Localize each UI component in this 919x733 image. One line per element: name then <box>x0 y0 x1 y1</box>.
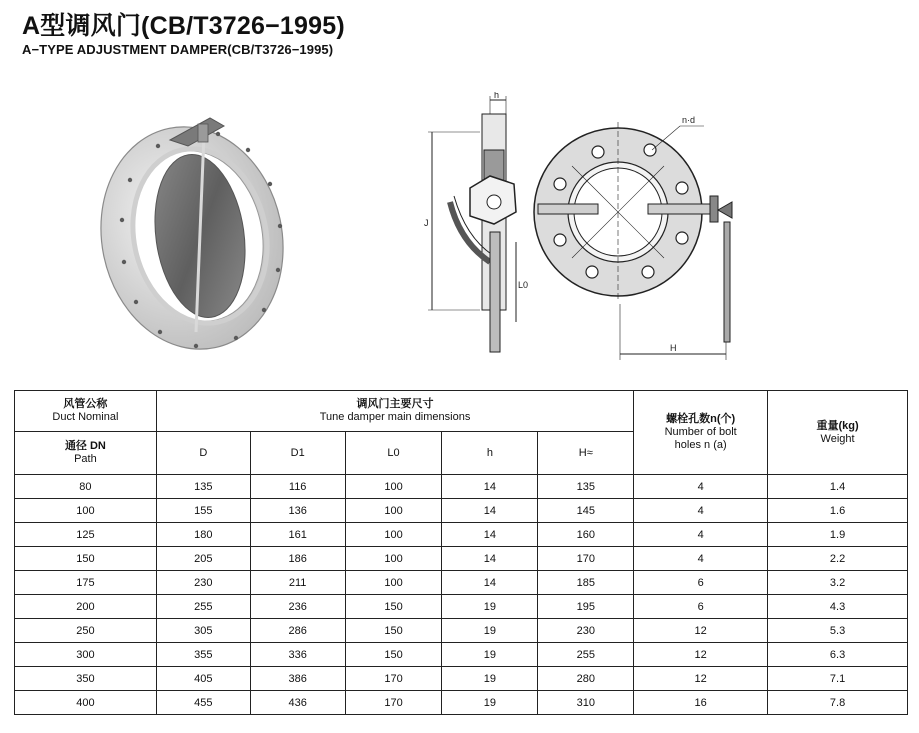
cell-h: 14 <box>442 523 538 547</box>
cell-H: 145 <box>538 499 634 523</box>
table-row <box>15 523 908 547</box>
cell-l0: 170 <box>345 691 442 715</box>
dimensions-table <box>14 390 908 715</box>
cell-bolt-holes: 4 <box>634 475 768 499</box>
cell-d1: 236 <box>250 595 345 619</box>
header-d: D <box>156 432 250 475</box>
cell-weight: 7.8 <box>768 691 908 715</box>
cell-l0: 150 <box>345 595 442 619</box>
cell-d: 155 <box>156 499 250 523</box>
cell-l0: 170 <box>345 667 442 691</box>
cell-weight: 4.3 <box>768 595 908 619</box>
cell-d1: 186 <box>250 547 345 571</box>
header-l0: L0 <box>345 432 442 475</box>
cell-d1: 116 <box>250 475 345 499</box>
cell-H: 135 <box>538 475 634 499</box>
cell-H: 255 <box>538 643 634 667</box>
cell-d: 455 <box>156 691 250 715</box>
cell-d1: 211 <box>250 571 345 595</box>
technical-drawing <box>420 92 760 367</box>
cell-bolt-holes: 4 <box>634 547 768 571</box>
cell-dn: 175 <box>15 571 157 595</box>
table-row <box>15 571 908 595</box>
header-duct-nominal: 风管公称 Duct Nominal <box>15 391 157 432</box>
cell-dn: 250 <box>15 619 157 643</box>
cell-l0: 100 <box>345 475 442 499</box>
cell-dn: 100 <box>15 499 157 523</box>
table-row <box>15 667 908 691</box>
cell-dn: 350 <box>15 667 157 691</box>
header-d1: D1 <box>250 432 345 475</box>
cell-bolt-holes: 12 <box>634 619 768 643</box>
cell-h: 19 <box>442 643 538 667</box>
cell-H: 310 <box>538 691 634 715</box>
cell-h: 19 <box>442 691 538 715</box>
cell-l0: 150 <box>345 619 442 643</box>
cell-weight: 1.6 <box>768 499 908 523</box>
table-row <box>15 619 908 643</box>
header-main-dimensions: 调风门主要尺寸 Tune damper main dimensions <box>156 391 633 432</box>
header-path-dn: 通径 DN Path <box>15 432 157 475</box>
cell-d: 230 <box>156 571 250 595</box>
cell-d1: 386 <box>250 667 345 691</box>
cell-d1: 286 <box>250 619 345 643</box>
header-H: H≈ <box>538 432 634 475</box>
cell-h: 14 <box>442 475 538 499</box>
label-l0: L0 <box>518 280 529 290</box>
label-H: H <box>670 343 677 353</box>
cell-d: 405 <box>156 667 250 691</box>
cell-h: 14 <box>442 499 538 523</box>
header-h: h <box>442 432 538 475</box>
cell-H: 230 <box>538 619 634 643</box>
cell-weight: 3.2 <box>768 571 908 595</box>
cell-bolt-holes: 6 <box>634 595 768 619</box>
cell-bolt-holes: 6 <box>634 571 768 595</box>
cell-l0: 100 <box>345 523 442 547</box>
label-j: J <box>424 218 429 228</box>
cell-dn: 200 <box>15 595 157 619</box>
cell-l0: 100 <box>345 499 442 523</box>
label-h: h <box>494 92 500 100</box>
cell-weight: 6.3 <box>768 643 908 667</box>
cell-d: 180 <box>156 523 250 547</box>
cell-h: 14 <box>442 547 538 571</box>
cell-d1: 436 <box>250 691 345 715</box>
cell-H: 280 <box>538 667 634 691</box>
cell-weight: 1.9 <box>768 523 908 547</box>
cell-bolt-holes: 12 <box>634 667 768 691</box>
cell-d1: 161 <box>250 523 345 547</box>
cell-weight: 1.4 <box>768 475 908 499</box>
cell-H: 185 <box>538 571 634 595</box>
cell-d1: 136 <box>250 499 345 523</box>
table-row <box>15 547 908 571</box>
cell-weight: 7.1 <box>768 667 908 691</box>
table-row <box>15 499 908 523</box>
cell-l0: 100 <box>345 571 442 595</box>
cell-dn: 150 <box>15 547 157 571</box>
page-title-en: A−TYPE ADJUSTMENT DAMPER(CB/T3726−1995) <box>22 42 334 57</box>
cell-h: 19 <box>442 595 538 619</box>
cell-h: 19 <box>442 619 538 643</box>
cell-h: 19 <box>442 667 538 691</box>
cell-d1: 336 <box>250 643 345 667</box>
table-row <box>15 475 908 499</box>
cell-l0: 100 <box>345 547 442 571</box>
cell-h: 14 <box>442 571 538 595</box>
cell-weight: 5.3 <box>768 619 908 643</box>
cell-H: 160 <box>538 523 634 547</box>
label-nd: n·d <box>682 115 696 125</box>
cell-bolt-holes: 4 <box>634 523 768 547</box>
damper-photo <box>100 110 300 360</box>
cell-bolt-holes: 12 <box>634 643 768 667</box>
cell-d: 205 <box>156 547 250 571</box>
header-weight: 重量(kg) Weight <box>768 391 908 475</box>
cell-dn: 300 <box>15 643 157 667</box>
cell-H: 195 <box>538 595 634 619</box>
cell-H: 170 <box>538 547 634 571</box>
table-row <box>15 643 908 667</box>
cell-d: 305 <box>156 619 250 643</box>
page-title-cn: A型调风门(CB/T3726−1995) <box>22 12 345 40</box>
cell-dn: 400 <box>15 691 157 715</box>
cell-bolt-holes: 16 <box>634 691 768 715</box>
cell-dn: 125 <box>15 523 157 547</box>
cell-dn: 80 <box>15 475 157 499</box>
cell-l0: 150 <box>345 643 442 667</box>
cell-d: 255 <box>156 595 250 619</box>
header-bolt-holes: 螺栓孔数n(个) Number of bolt holes n (a) <box>634 391 768 475</box>
cell-weight: 2.2 <box>768 547 908 571</box>
cell-bolt-holes: 4 <box>634 499 768 523</box>
table-row <box>15 691 908 715</box>
cell-d: 135 <box>156 475 250 499</box>
cell-d: 355 <box>156 643 250 667</box>
table-row <box>15 595 908 619</box>
